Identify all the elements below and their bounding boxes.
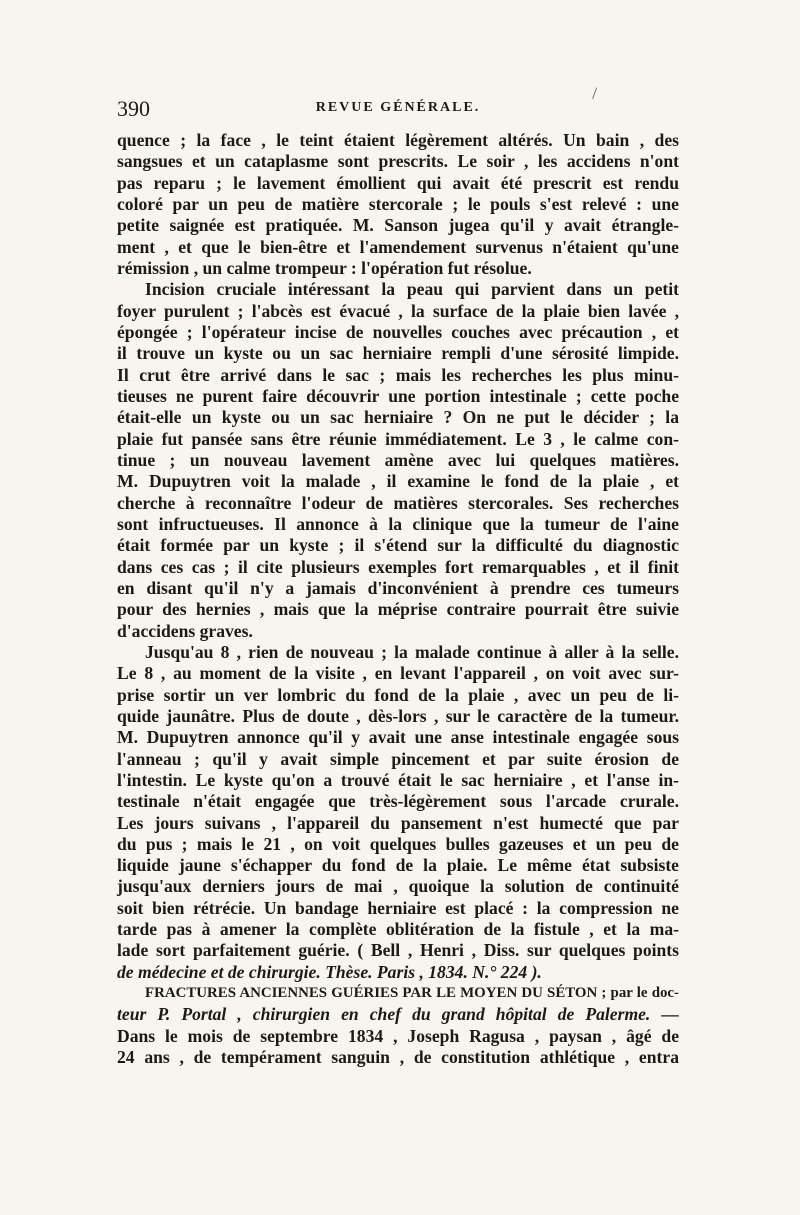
text-line: l'anneau ; qu'il y avait simple pincement et par suite érosion de bbox=[117, 748, 679, 769]
page-number: 390 bbox=[117, 96, 150, 121]
text-line: M. Dupuytren voit la malade , il examine le fond de la plaie , et bbox=[117, 471, 679, 492]
text-line: épongée ; l'opérateur incise de nouvelles couches avec précaution , et bbox=[117, 321, 679, 342]
text-line: soit bien rétrécie. Un bandage herniaire est placé : la compression ne bbox=[117, 897, 679, 918]
text-line: était-elle un kyste ou un sac herniaire ? On ne put le décider ; la bbox=[117, 407, 679, 428]
text-line: de médecine et de chirurgie. Thèse. Paris , 1834. N.° 224 ). bbox=[117, 961, 542, 982]
text-line: quence ; la face , le teint étaient légèrement altérés. Un bain , des bbox=[117, 130, 679, 150]
text-line: du pus ; mais le 21 , on voit quelques bulles gazeuses et un peu de bbox=[117, 833, 679, 854]
text-line: pas reparu ; le lavement émollient qui avait été prescrit est rendu bbox=[117, 172, 679, 193]
text-line: était formée par un kyste ; il s'étend sur la difficulté du diagnostic bbox=[117, 535, 679, 556]
text-line: Le 8 , au moment de la visite , en levant l'appareil , on voit avec sur- bbox=[117, 663, 679, 684]
text-line: tinue ; un nouveau lavement amène avec lui quelques matières. bbox=[117, 449, 679, 470]
text-line: Jusqu'au 8 , rien de nouveau ; la malade continue à aller à la selle. bbox=[145, 641, 679, 662]
text-line: rémission , un calme trompeur : l'opération fut résolue. bbox=[117, 257, 532, 278]
section-heading-line: FRACTURES ANCIENNES GUÉRIES PAR LE MOYEN DU SÉTON ; par le doc- bbox=[145, 985, 679, 1002]
page-header bbox=[117, 96, 679, 126]
text-line: lade sort parfaitement guérie. ( Bell , Henri , Diss. sur quelques points bbox=[117, 940, 679, 961]
text-line: M. Dupuytren annonce qu'il y avait une anse intestinale engagée sous bbox=[117, 727, 679, 748]
running-head: REVUE GÉNÉRALE. bbox=[315, 100, 481, 115]
text-line: tarde pas à amener la complète oblitération de la fistule , et la ma- bbox=[117, 919, 679, 940]
text-line: sont infructueuses. Il annonce à la clinique que la tumeur de l'aine bbox=[117, 513, 679, 534]
text-line: Incision cruciale intéressant la peau qui parvient dans un petit bbox=[145, 279, 679, 300]
text-line: d'accidens graves. bbox=[117, 620, 253, 641]
text-line: jusqu'aux derniers jours de mai , quoique la solution de continuité bbox=[117, 876, 679, 897]
text-line: il trouve un kyste ou un sac herniaire rempli d'une sérosité limpide. bbox=[117, 343, 679, 364]
text-line: sangsues et un cataplasme sont prescrits. Le soir , les accidens n'ont bbox=[117, 151, 679, 172]
body-text bbox=[117, 130, 679, 1068]
text-line: teur P. Portal , chirurgien en chef du grand hôpital de Palerme. — bbox=[117, 1004, 679, 1025]
text-line: testinale n'était engagée que très-légèrement sous l'arcade crurale. bbox=[117, 791, 679, 812]
text-line: quide jaunâtre. Plus de doute , dès-lors , sur le caractère de la tumeur. bbox=[117, 705, 679, 726]
text-line: Les jours suivans , l'appareil du pansement n'est humecté que par bbox=[117, 812, 679, 833]
text-line: l'intestin. Le kyste qu'on a trouvé était le sac herniaire , et l'anse in- bbox=[117, 769, 679, 790]
text-line: Dans le mois de septembre 1834 , Joseph Ragusa , paysan , âgé de bbox=[117, 1025, 679, 1046]
text-line: foyer purulent ; l'abcès est évacué , la surface de la plaie bien lavée , bbox=[117, 300, 679, 321]
text-line: tieuses ne purent faire découvrir une portion intestinale ; cette poche bbox=[117, 385, 679, 406]
text-line: ment , et que le bien-être et l'amendement survenus n'étaient qu'une bbox=[117, 236, 679, 257]
text-line: petite saignée est pratiquée. M. Sanson jugea qu'il y avait étrangle- bbox=[117, 215, 679, 236]
text-line: coloré par un peu de matière stercorale ; le pouls s'est relevé : une bbox=[117, 193, 679, 214]
text-line: liquide jaune s'échapper du fond de la plaie. Le même état subsiste bbox=[117, 855, 679, 876]
text-line: pour des hernies , mais que la méprise contraire pourrait être suivie bbox=[117, 599, 679, 620]
text-line: Il crut être arrivé dans le sac ; mais les recherches les plus minu- bbox=[117, 364, 679, 385]
text-line: plaie fut pansée sans être réunie immédiatement. Le 3 , le calme con- bbox=[117, 428, 679, 449]
text-line: 24 ans , de tempérament sanguin , de constitution athlétique , entra bbox=[117, 1047, 679, 1068]
text-line: dans ces cas ; il cite plusieurs exemples fort remarquables , et il finit bbox=[117, 556, 679, 577]
text-line: cherche à reconnaître l'odeur de matières stercorales. Ses recherches bbox=[117, 492, 679, 513]
text-line: en disant qu'il n'y a jamais d'inconvénient à prendre ces tumeurs bbox=[117, 577, 679, 598]
text-line: prise sortir un ver lombric du fond de la plaie , avec un peu de li- bbox=[117, 684, 679, 705]
